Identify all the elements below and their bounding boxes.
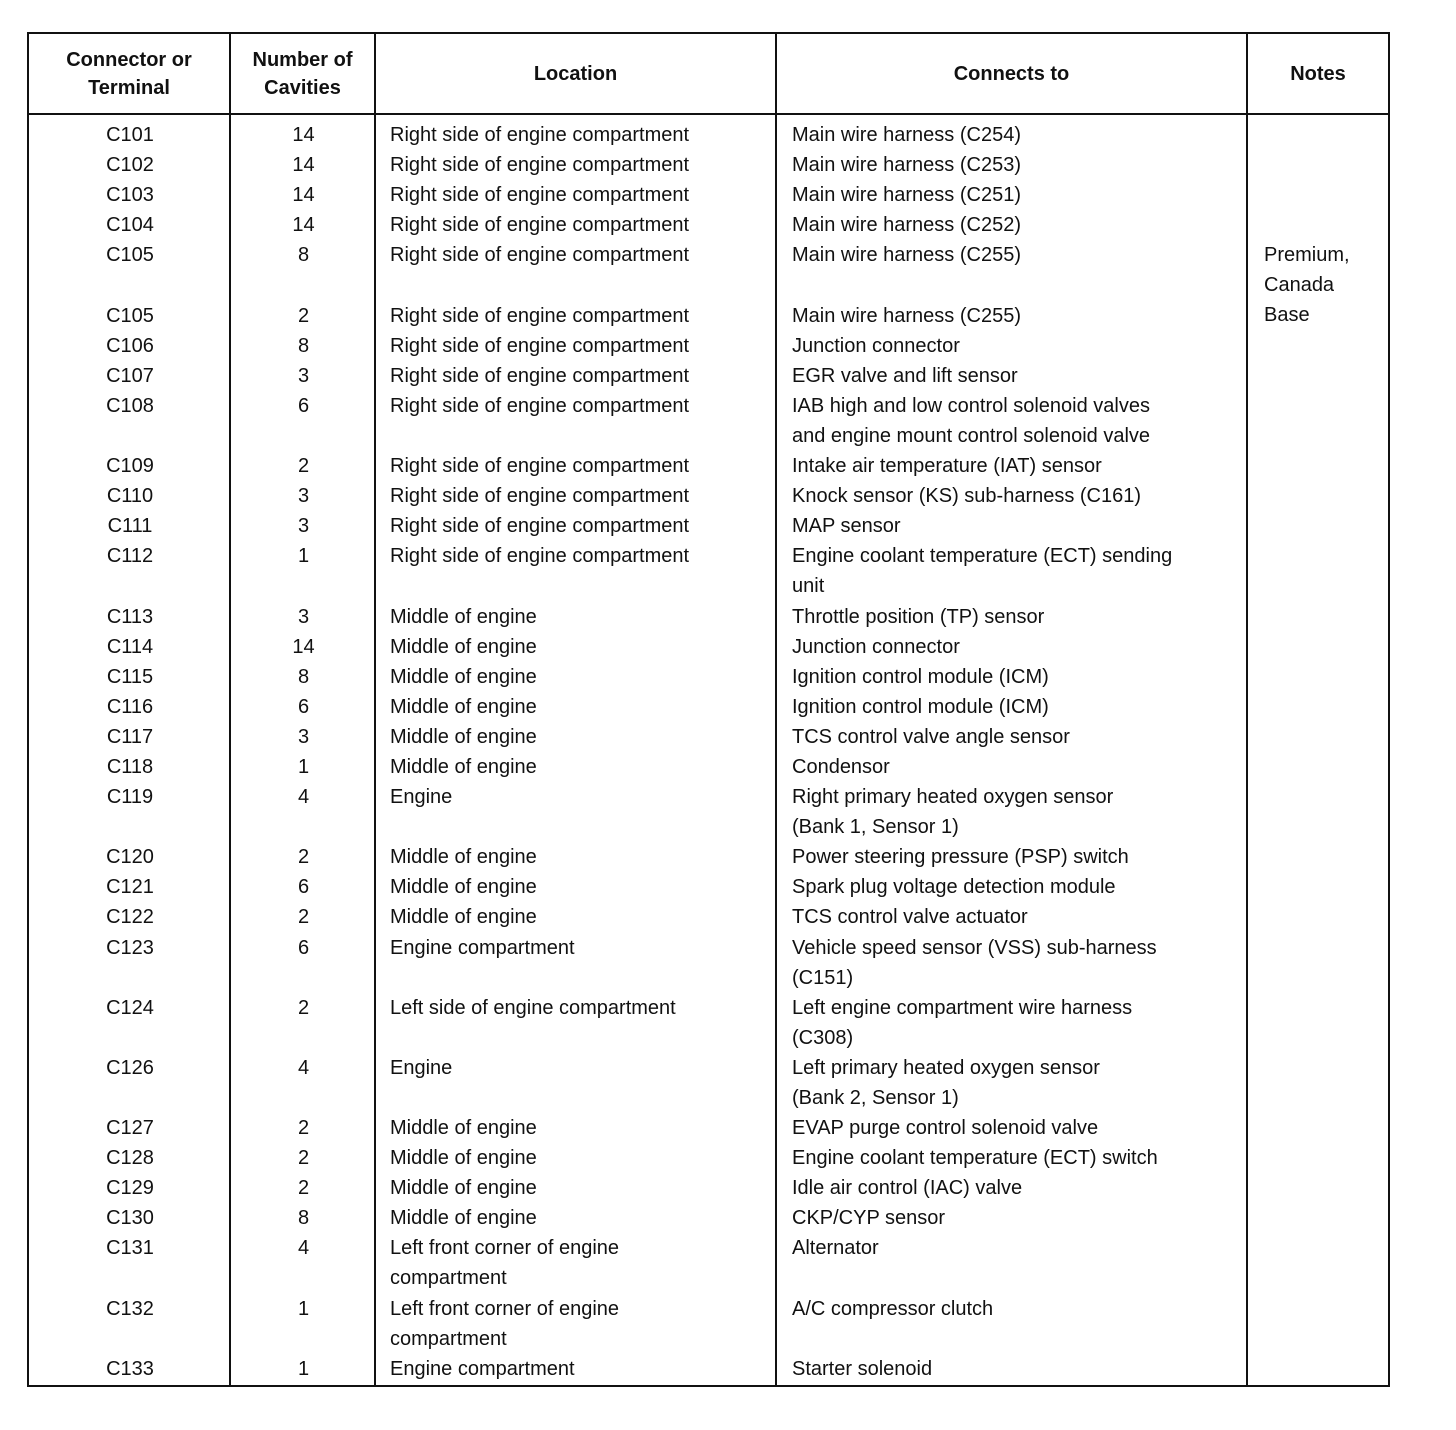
connector-table: [27, 32, 1390, 1387]
cavity-count: 1: [297, 1357, 310, 1380]
header-connector: Connector or Terminal: [66, 48, 192, 99]
table-row: [29, 1173, 1388, 1203]
table-row: [29, 602, 1388, 632]
location-cell: Left side of engine compartment: [390, 996, 676, 1019]
header-divider: [29, 113, 1388, 115]
table-row: [29, 722, 1388, 752]
table-row: [29, 993, 1388, 1053]
table-row: [29, 1143, 1388, 1173]
table-row: [29, 782, 1388, 842]
cavity-count: 6: [297, 876, 310, 899]
connects-to-cell: Main wire harness (C255): [792, 304, 1021, 327]
connector-id: C110: [106, 485, 154, 508]
location-cell: Middle of engine: [390, 876, 537, 899]
cavity-count: 14: [292, 184, 315, 207]
cavity-count: 3: [297, 485, 310, 508]
cavity-count: 2: [297, 906, 310, 929]
table-row: [29, 210, 1388, 240]
cavity-count: 8: [297, 665, 310, 688]
connector-id: C133: [106, 1357, 154, 1380]
connects-to-cell: Knock sensor (KS) sub-harness (C161): [792, 485, 1142, 508]
connects-to-cell: Alternator: [792, 1237, 879, 1260]
connects-to-cell: Left primary heated oxygen sensor (Bank 2, Sensor 1): [792, 1056, 1100, 1109]
connects-to-cell: Intake air temperature (IAT) sensor: [792, 455, 1102, 478]
cavity-count: 1: [297, 545, 310, 568]
connector-id: C102: [106, 154, 154, 177]
connector-id: C113: [106, 605, 154, 628]
location-cell: Right side of engine compartment: [390, 394, 690, 417]
location-cell: Engine: [390, 1056, 453, 1079]
table-row: [29, 1053, 1388, 1113]
connects-to-cell: Starter solenoid: [792, 1357, 933, 1380]
cavity-count: 14: [292, 154, 315, 177]
cavity-count: 6: [297, 936, 310, 959]
location-cell: Right side of engine compartment: [390, 455, 690, 478]
connects-to-cell: Throttle position (TP) sensor: [792, 605, 1045, 628]
connector-id: C105: [106, 244, 154, 267]
connects-to-cell: Condensor: [792, 755, 890, 778]
connects-to-cell: Spark plug voltage detection module: [792, 876, 1116, 899]
location-cell: Middle of engine: [390, 665, 537, 688]
table-row: [29, 331, 1388, 361]
notes-cell: Premium, Canada Base: [1264, 244, 1350, 326]
table-row: [29, 902, 1388, 932]
connects-to-cell: A/C compressor clutch: [792, 1297, 994, 1320]
table-row: [29, 361, 1388, 391]
table-row: [29, 120, 1388, 150]
connector-id: C118: [106, 755, 154, 778]
connects-to-cell: Ignition control module (ICM): [792, 665, 1049, 688]
cavity-count: 14: [292, 214, 315, 237]
connects-to-cell: EVAP purge control solenoid valve: [792, 1117, 1099, 1140]
cavity-count: 8: [297, 1207, 310, 1230]
connector-id: C120: [106, 846, 154, 869]
connects-to-cell: MAP sensor: [792, 515, 901, 538]
cavity-count: 3: [297, 605, 310, 628]
location-cell: Right side of engine compartment: [390, 124, 690, 146]
location-cell: Right side of engine compartment: [390, 334, 690, 357]
connects-to-cell: Main wire harness (C252): [792, 214, 1021, 237]
connects-to-cell: Right primary heated oxygen sensor (Bank 1, Sensor 1): [792, 786, 1114, 839]
connector-id: C128: [106, 1147, 154, 1170]
connector-id: C107: [106, 364, 154, 387]
connects-to-cell: Junction connector: [792, 635, 960, 658]
table-row: [29, 842, 1388, 872]
cavity-count: 2: [297, 996, 310, 1019]
connector-id: C124: [106, 996, 154, 1019]
location-cell: Right side of engine compartment: [390, 485, 690, 508]
connector-id: C101: [106, 124, 154, 146]
location-cell: Right side of engine compartment: [390, 244, 690, 267]
location-cell: Middle of engine: [390, 635, 537, 658]
connects-to-cell: EGR valve and lift sensor: [792, 364, 1018, 387]
table-row: [29, 1294, 1388, 1354]
location-cell: Middle of engine: [390, 755, 537, 778]
table-row: [29, 872, 1388, 902]
connects-to-cell: Ignition control module (ICM): [792, 695, 1049, 718]
location-cell: Right side of engine compartment: [390, 304, 690, 327]
cavity-count: 2: [297, 1177, 310, 1200]
table-row: [29, 1354, 1388, 1384]
location-cell: Right side of engine compartment: [390, 184, 690, 207]
location-cell: Right side of engine compartment: [390, 545, 690, 568]
location-cell: Right side of engine compartment: [390, 154, 690, 177]
connector-id: C105: [106, 304, 154, 327]
location-cell: Right side of engine compartment: [390, 214, 690, 237]
location-cell: Left front corner of engine compartment: [390, 1237, 620, 1290]
table-row: [29, 692, 1388, 722]
connects-to-cell: TCS control valve actuator: [792, 906, 1028, 929]
table-row: [29, 180, 1388, 210]
connects-to-cell: TCS control valve angle sensor: [792, 725, 1070, 748]
connects-to-cell: Left engine compartment wire harness (C308): [792, 996, 1133, 1049]
location-cell: Middle of engine: [390, 1117, 537, 1140]
connects-to-cell: Main wire harness (C253): [792, 154, 1021, 177]
cavity-count: 6: [297, 394, 310, 417]
connects-to-cell: Main wire harness (C254): [792, 124, 1021, 146]
cavity-count: 8: [297, 244, 310, 267]
cavity-count: 3: [297, 725, 310, 748]
connector-id: C121: [106, 876, 154, 899]
table-row: [29, 752, 1388, 782]
header-notes: Notes: [1290, 62, 1346, 85]
table-row: [29, 240, 1388, 300]
connector-id: C130: [106, 1207, 154, 1230]
connector-id: C112: [106, 545, 154, 568]
connector-id: C104: [106, 214, 154, 237]
cavity-count: 2: [297, 846, 310, 869]
table-row: [29, 632, 1388, 662]
location-cell: Middle of engine: [390, 846, 537, 869]
cavity-count: 4: [297, 1056, 310, 1079]
cavity-count: 2: [297, 304, 310, 327]
location-cell: Middle of engine: [390, 695, 537, 718]
location-cell: Engine compartment: [390, 1357, 575, 1380]
table-row: [29, 511, 1388, 541]
connector-id: C116: [106, 695, 154, 718]
table-body: [29, 120, 1388, 1384]
cavity-count: 4: [297, 786, 310, 809]
table-row: [29, 391, 1388, 451]
table-row: [29, 541, 1388, 601]
table-row: [29, 1203, 1388, 1233]
connector-id: C114: [106, 635, 154, 658]
connects-to-cell: Main wire harness (C251): [792, 184, 1021, 207]
location-cell: Right side of engine compartment: [390, 364, 690, 387]
connector-id: C109: [106, 455, 154, 478]
location-cell: Engine compartment: [390, 936, 575, 959]
connector-id: C106: [106, 334, 154, 357]
table-row: [29, 662, 1388, 692]
connector-id: C119: [106, 786, 154, 809]
cavity-count: 2: [297, 1147, 310, 1170]
location-cell: Middle of engine: [390, 1177, 537, 1200]
table-row: [29, 1233, 1388, 1293]
header-location: Location: [533, 62, 618, 85]
table-row: [29, 301, 1388, 331]
connector-id: C117: [106, 725, 154, 748]
connects-to-cell: Idle air control (IAC) valve: [792, 1177, 1023, 1200]
cavity-count: 3: [297, 515, 310, 538]
header-connects-to: Connects to: [953, 62, 1070, 85]
connector-id: C111: [107, 515, 153, 538]
connects-to-cell: Vehicle speed sensor (VSS) sub-harness (C151): [792, 936, 1157, 989]
connects-to-cell: Junction connector: [792, 334, 960, 357]
connector-id: C126: [106, 1056, 154, 1079]
table-row: [29, 933, 1388, 993]
connector-id: C123: [106, 936, 154, 959]
connector-id: C115: [106, 665, 154, 688]
table-row: [29, 481, 1388, 511]
cavity-count: 14: [292, 124, 315, 146]
cavity-count: 3: [297, 364, 310, 387]
location-cell: Middle of engine: [390, 1147, 537, 1170]
table-row: [29, 1113, 1388, 1143]
location-cell: Left front corner of engine compartment: [390, 1297, 620, 1350]
table-row: [29, 150, 1388, 180]
cavity-count: 2: [297, 1117, 310, 1140]
location-cell: Right side of engine compartment: [390, 515, 690, 538]
cavity-count: 1: [297, 1297, 310, 1320]
connects-to-cell: Engine coolant temperature (ECT) sending unit: [792, 545, 1173, 598]
connects-to-cell: IAB high and low control solenoid valves and engine mount control solenoid valve: [792, 394, 1151, 447]
connector-id: C103: [106, 184, 154, 207]
connector-id: C132: [106, 1297, 154, 1320]
connects-to-cell: Main wire harness (C255): [792, 244, 1021, 267]
connector-id: C108: [106, 394, 154, 417]
location-cell: Middle of engine: [390, 906, 537, 929]
cavity-count: 14: [292, 635, 315, 658]
connector-id: C131: [106, 1237, 154, 1260]
cavity-count: 1: [297, 755, 310, 778]
cavity-count: 4: [297, 1237, 310, 1260]
connects-to-cell: Engine coolant temperature (ECT) switch: [792, 1147, 1158, 1170]
header-cavities: Number of Cavities: [252, 48, 353, 99]
cavity-count: 6: [297, 695, 310, 718]
connector-id: C127: [106, 1117, 154, 1140]
connects-to-cell: Power steering pressure (PSP) switch: [792, 846, 1129, 869]
location-cell: Middle of engine: [390, 725, 537, 748]
location-cell: Engine: [390, 786, 453, 809]
location-cell: Middle of engine: [390, 605, 537, 628]
cavity-count: 8: [297, 334, 310, 357]
connector-id: C122: [106, 906, 154, 929]
table-row: [29, 451, 1388, 481]
connector-id: C129: [106, 1177, 154, 1200]
connects-to-cell: CKP/CYP sensor: [792, 1207, 946, 1230]
location-cell: Middle of engine: [390, 1207, 537, 1230]
cavity-count: 2: [297, 455, 310, 478]
